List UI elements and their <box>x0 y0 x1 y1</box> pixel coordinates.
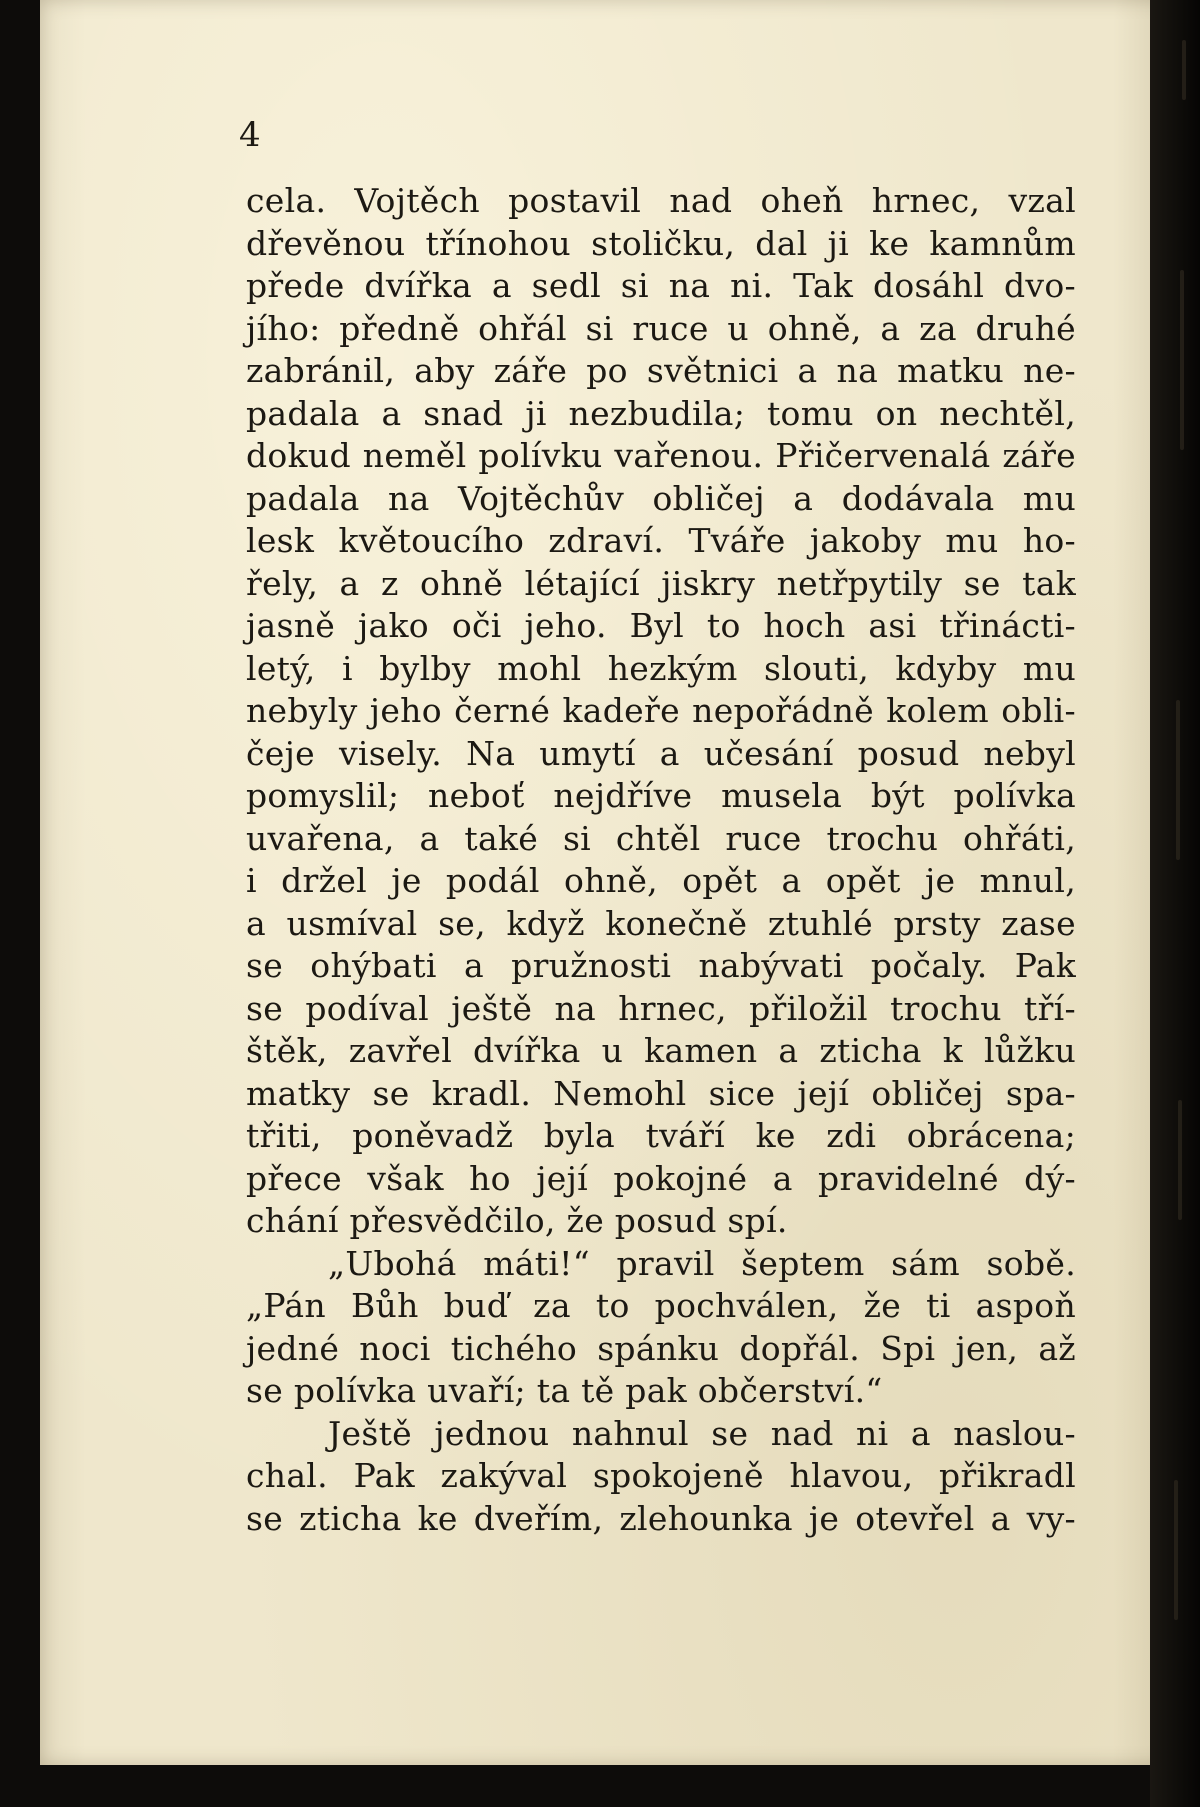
text-line: jího: předně ohřál si ruce u ohně, a za druhé <box>246 308 1076 348</box>
text-line: padala na Vojtěchův obličej a dodávala mu <box>246 478 1076 518</box>
text-line: lesk květoucího zdraví. Tváře jakoby mu ho- <box>246 521 1076 560</box>
body-text <box>246 180 1076 1540</box>
text-line: řely, a z ohně létající jiskry netřpytily se tak <box>246 563 1076 603</box>
text-line: přece však ho její pokojné a pravidelné dý- <box>246 1158 1076 1198</box>
text-line: přede dvířka a sedl si na ni. Tak dosáhl dvo- <box>246 266 1076 305</box>
text-line: letý, i bylby mohl hezkým slouti, kdyby mu <box>246 648 1076 688</box>
text-line: cela. Vojtěch postavil nad oheň hrnec, vzal <box>246 181 1076 220</box>
bleed-through-mark <box>1182 40 1186 100</box>
text-line: se polívka uvaří; ta tě pak občerství.“ <box>246 1371 883 1410</box>
text-line: „Pán Bůh buď za to pochválen, že ti aspoň <box>246 1286 1076 1325</box>
bleed-through-mark <box>1176 700 1180 860</box>
paragraph <box>246 1243 1076 1413</box>
text-line: dokud neměl polívku vařenou. Přičervenalá záře <box>246 436 1076 475</box>
text-line: jedné noci tichého spánku dopřál. Spi jen, až <box>246 1328 1076 1368</box>
bleed-through-mark <box>1174 1480 1178 1620</box>
page-number: 4 <box>239 115 261 155</box>
text-line: Ještě jednou nahnul se nad ni a naslou- <box>328 1413 1076 1453</box>
text-line: uvařena, a také si chtěl ruce trochu ohřáti, <box>246 818 1076 858</box>
paragraph <box>246 1413 1076 1541</box>
text-line: chal. Pak zakýval spokojeně hlavou, přikradl <box>246 1456 1076 1495</box>
text-line: a usmíval se, když konečně ztuhlé prsty zase <box>246 903 1076 943</box>
text-line: i držel je podál ohně, opět a opět je mnul, <box>246 861 1076 900</box>
text-line: se zticha ke dveřím, zlehounka je otevřel a vy- <box>246 1498 1076 1538</box>
bleed-through-mark <box>1180 270 1184 450</box>
text-line: dřevěnou třínohou stoličku, dal ji ke kamnům <box>246 223 1076 263</box>
text-line: chání přesvědčilo, že posud spí. <box>246 1201 788 1240</box>
text-line: se podíval ještě na hrnec, přiložil trochu tří- <box>246 988 1076 1028</box>
text-line: jasně jako oči jeho. Byl to hoch asi třinácti- <box>246 606 1076 645</box>
bleed-through-mark <box>1178 1100 1182 1220</box>
text-line: „Ubohá máti!“ pravil šeptem sám sobě. <box>328 1243 1076 1283</box>
paragraph <box>246 180 1076 1243</box>
text-line: padala a snad ji nezbudila; tomu on nechtěl, <box>246 393 1076 433</box>
text-line: se ohýbati a pružnosti nabývati počaly. Pak <box>246 946 1076 985</box>
text-line: matky se kradl. Nemohl sice její obličej spa- <box>246 1073 1076 1113</box>
text-line: štěk, zavřel dvířka u kamen a zticha k lůžku <box>246 1031 1076 1070</box>
text-line: nebyly jeho černé kadeře nepořádně kolem obli- <box>246 691 1076 730</box>
text-line: třiti, poněvadž byla tváří ke zdi obrácena; <box>246 1116 1076 1155</box>
text-line: pomyslil; neboť nejdříve musela být polívka <box>246 776 1076 815</box>
text-line: čeje visely. Na umytí a učesání posud nebyl <box>246 733 1076 773</box>
text-line: zabránil, aby záře po světnici a na matku ne- <box>246 351 1076 390</box>
